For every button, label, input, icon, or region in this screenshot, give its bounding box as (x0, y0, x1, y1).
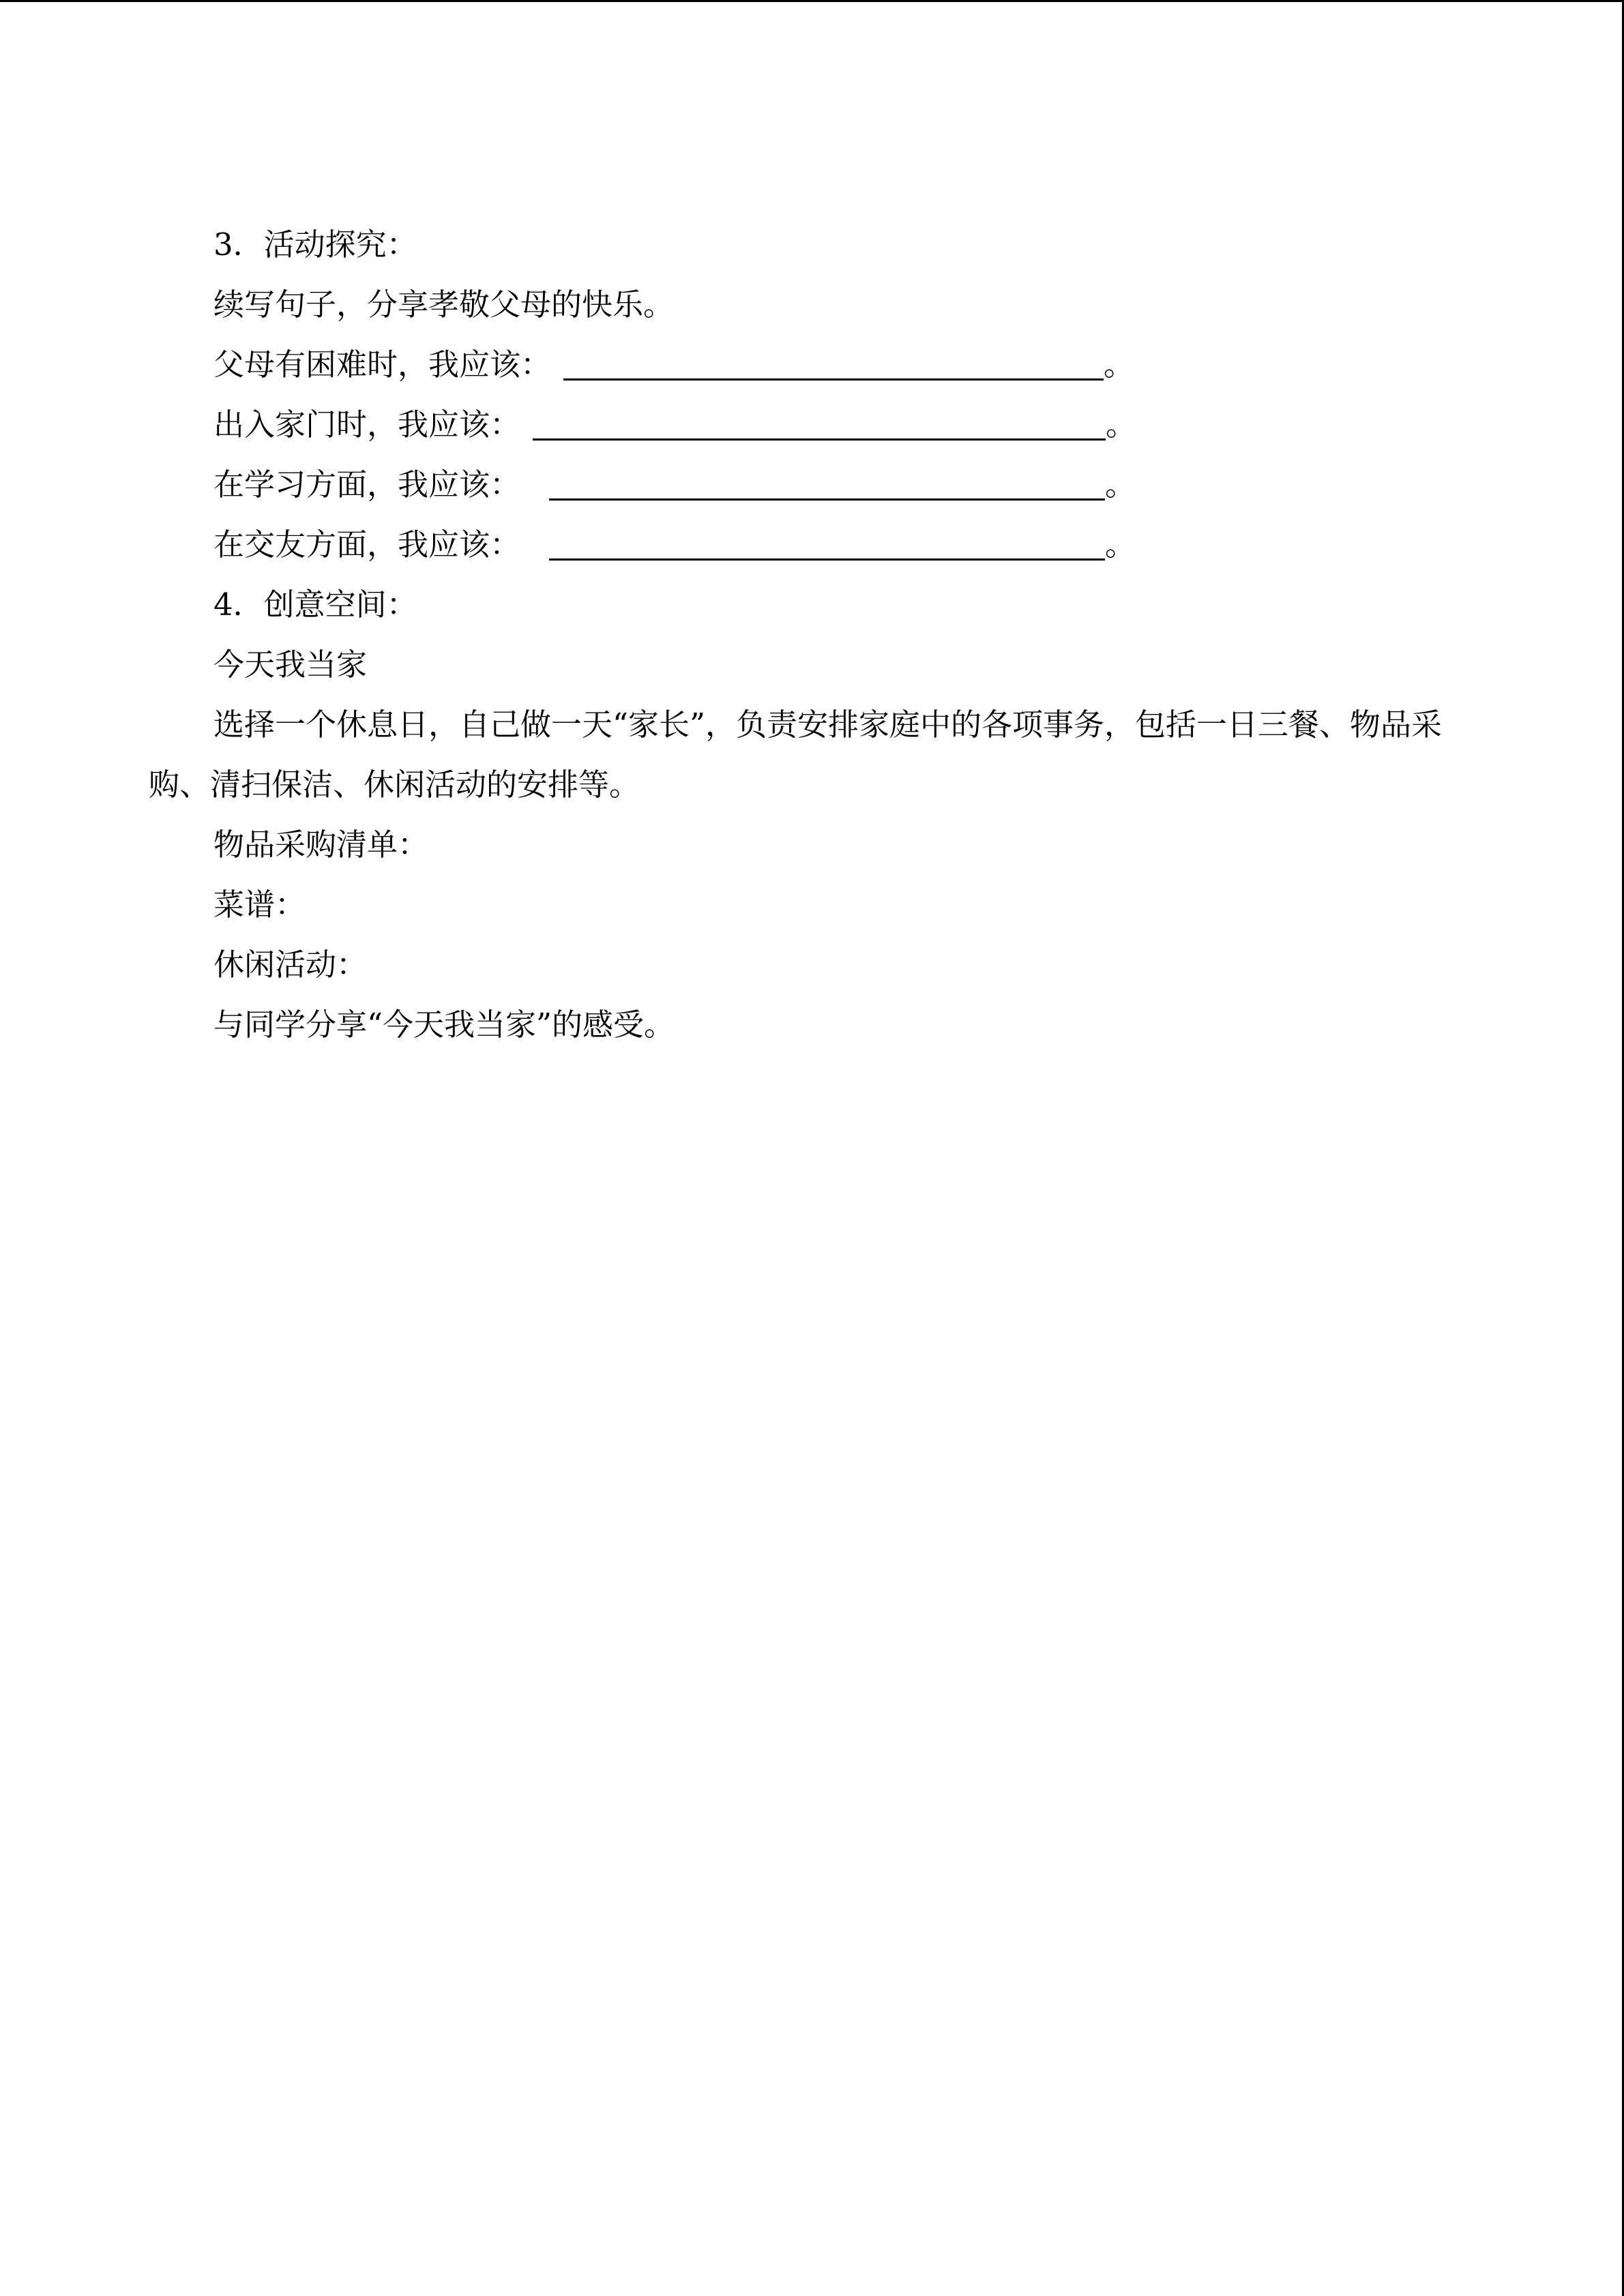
prompt-row-friends (149, 515, 1472, 575)
section-3-heading: 3．活动探究： (213, 226, 417, 263)
prompt-label: 出入家门时，我应该： (213, 406, 521, 443)
menu-label: 菜谱： (213, 886, 306, 923)
prompt-end: 。 (1106, 406, 1137, 443)
section-4-heading: 4．创意空间： (213, 586, 417, 623)
document-content (149, 215, 1472, 1055)
answer-blank-4[interactable] (549, 528, 1105, 561)
prompt-row-study (149, 455, 1472, 515)
share-feelings-label: 与同学分享“今天我当家”的感受。 (213, 1007, 675, 1043)
section-4-description: 选择一个休息日，自己做一天“家长”，负责安排家庭中的各项事务，包括一日三餐、物品采购、清扫保洁、休闲活动的安排等。 (149, 706, 1443, 803)
shopping-list-label: 物品采购清单： (213, 826, 429, 863)
answer-blank-3[interactable] (549, 468, 1105, 501)
prompt-label: 父母有困难时，我应该： (213, 346, 552, 383)
prompt-row-parents-difficulty (149, 335, 1472, 395)
leisure-activity-label: 休闲活动： (213, 946, 368, 983)
answer-blank-2[interactable] (533, 408, 1106, 441)
prompt-row-leaving-home (149, 395, 1472, 455)
answer-blank-1[interactable] (563, 348, 1104, 381)
prompt-label: 在交友方面，我应该： (213, 526, 521, 563)
prompt-end: 。 (1104, 346, 1135, 383)
section-4-subtitle: 今天我当家 (213, 646, 368, 683)
section-3-instruction: 续写句子，分享孝敬父母的快乐。 (213, 286, 675, 323)
prompt-end: 。 (1105, 466, 1136, 503)
prompt-label: 在学习方面，我应该： (213, 466, 521, 503)
prompt-end: 。 (1105, 526, 1136, 563)
